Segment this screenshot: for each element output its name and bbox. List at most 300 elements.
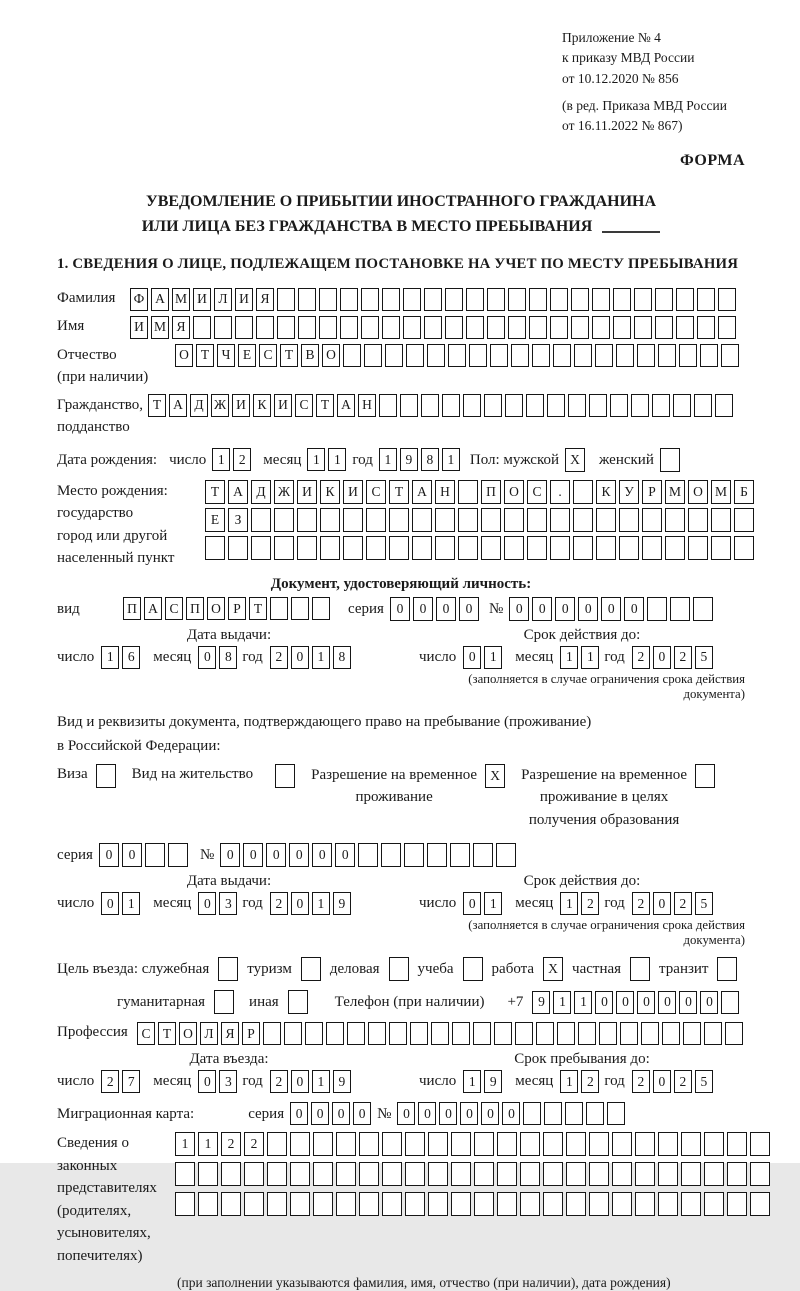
form-cell[interactable]: Т	[316, 394, 334, 417]
form-cell[interactable]: 2	[632, 646, 650, 669]
form-cell[interactable]	[665, 536, 685, 560]
form-cell[interactable]: 2	[221, 1132, 241, 1156]
form-cell[interactable]	[497, 1192, 517, 1216]
form-cell[interactable]	[658, 1192, 678, 1216]
form-cell[interactable]: З	[228, 508, 248, 532]
visa-checkbox[interactable]	[96, 764, 116, 788]
form-cell[interactable]	[267, 1162, 287, 1186]
form-cell[interactable]	[421, 394, 439, 417]
form-cell[interactable]: П	[186, 597, 204, 620]
purpose-study-checkbox[interactable]	[463, 957, 483, 981]
form-cell[interactable]	[298, 288, 316, 311]
form-cell[interactable]	[214, 990, 234, 1014]
form-cell[interactable]: Ч	[217, 344, 235, 367]
form-cell[interactable]	[487, 288, 505, 311]
form-cell[interactable]: О	[175, 344, 193, 367]
form-cell[interactable]	[205, 536, 225, 560]
form-cell[interactable]: О	[322, 344, 340, 367]
form-cell[interactable]: Ж	[274, 480, 294, 504]
form-cell[interactable]	[634, 288, 652, 311]
form-cell[interactable]	[284, 1022, 302, 1045]
form-cell[interactable]	[359, 1192, 379, 1216]
form-cell[interactable]	[694, 394, 712, 417]
form-cell[interactable]	[319, 316, 337, 339]
form-cell[interactable]	[379, 394, 397, 417]
form-cell[interactable]	[267, 1192, 287, 1216]
representatives-row3[interactable]	[175, 1192, 770, 1216]
form-cell[interactable]: П	[481, 480, 501, 504]
form-cell[interactable]	[631, 394, 649, 417]
form-cell[interactable]	[381, 843, 401, 867]
form-cell[interactable]: К	[253, 394, 271, 417]
form-cell[interactable]	[168, 843, 188, 867]
form-cell[interactable]	[298, 316, 316, 339]
form-cell[interactable]: Р	[228, 597, 246, 620]
form-cell[interactable]	[573, 536, 593, 560]
form-cell[interactable]	[424, 316, 442, 339]
form-cell[interactable]	[727, 1132, 747, 1156]
form-cell[interactable]	[596, 536, 616, 560]
form-cell[interactable]	[750, 1192, 770, 1216]
form-cell[interactable]	[343, 344, 361, 367]
citizenship-field[interactable]	[148, 394, 733, 417]
form-cell[interactable]: 1	[122, 892, 140, 915]
form-cell[interactable]	[290, 1132, 310, 1156]
form-cell[interactable]: Т	[205, 480, 225, 504]
form-cell[interactable]: У	[619, 480, 639, 504]
form-cell[interactable]: 1	[212, 448, 230, 471]
form-cell[interactable]: X	[565, 448, 585, 472]
migration-series-field[interactable]	[290, 1102, 371, 1125]
form-cell[interactable]	[313, 1132, 333, 1156]
form-cell[interactable]: С	[295, 394, 313, 417]
form-cell[interactable]	[403, 288, 421, 311]
form-cell[interactable]	[301, 957, 321, 981]
form-cell[interactable]	[688, 508, 708, 532]
form-cell[interactable]	[658, 1162, 678, 1186]
form-cell[interactable]: 5	[695, 1070, 713, 1093]
form-cell[interactable]: 0	[290, 1102, 308, 1125]
migration-number-field[interactable]	[397, 1102, 625, 1125]
form-cell[interactable]	[474, 1192, 494, 1216]
form-cell[interactable]: 1	[553, 991, 571, 1014]
form-cell[interactable]: 0	[397, 1102, 415, 1125]
permit-issue-day[interactable]	[101, 892, 140, 915]
form-cell[interactable]	[277, 288, 295, 311]
form-cell[interactable]	[221, 1192, 241, 1216]
purpose-tourism-checkbox[interactable]	[301, 957, 321, 981]
form-cell[interactable]: 3	[219, 892, 237, 915]
form-cell[interactable]	[718, 288, 736, 311]
form-cell[interactable]: 1	[312, 892, 330, 915]
form-cell[interactable]: Ж	[211, 394, 229, 417]
form-cell[interactable]	[382, 1162, 402, 1186]
form-cell[interactable]	[635, 1162, 655, 1186]
birthplace-row1[interactable]	[205, 480, 754, 504]
form-cell[interactable]	[484, 394, 502, 417]
form-cell[interactable]	[382, 316, 400, 339]
form-cell[interactable]	[410, 1022, 428, 1045]
form-cell[interactable]: 1	[560, 646, 578, 669]
form-cell[interactable]: А	[151, 288, 169, 311]
form-cell[interactable]	[382, 1192, 402, 1216]
form-cell[interactable]	[681, 1162, 701, 1186]
form-cell[interactable]: Н	[435, 480, 455, 504]
form-cell[interactable]	[235, 316, 253, 339]
form-cell[interactable]	[193, 316, 211, 339]
form-cell[interactable]	[481, 508, 501, 532]
form-cell[interactable]: 2	[244, 1132, 264, 1156]
form-cell[interactable]	[573, 480, 593, 504]
form-cell[interactable]	[469, 344, 487, 367]
birthplace-row2[interactable]	[205, 508, 754, 532]
passport-issue-day[interactable]	[101, 646, 140, 669]
form-cell[interactable]	[635, 1132, 655, 1156]
form-cell[interactable]: Т	[249, 597, 267, 620]
form-cell[interactable]	[607, 1102, 625, 1125]
form-cell[interactable]: 0	[122, 843, 142, 867]
form-cell[interactable]	[336, 1132, 356, 1156]
form-cell[interactable]	[343, 508, 363, 532]
form-cell[interactable]: Т	[196, 344, 214, 367]
form-cell[interactable]: 0	[436, 597, 456, 621]
form-cell[interactable]	[347, 1022, 365, 1045]
form-cell[interactable]: Д	[190, 394, 208, 417]
form-cell[interactable]	[145, 843, 165, 867]
form-cell[interactable]	[458, 480, 478, 504]
form-cell[interactable]: 9	[532, 991, 550, 1014]
form-cell[interactable]	[340, 316, 358, 339]
form-cell[interactable]	[400, 394, 418, 417]
form-cell[interactable]	[451, 1162, 471, 1186]
form-cell[interactable]	[683, 1022, 701, 1045]
form-cell[interactable]: 5	[695, 892, 713, 915]
form-cell[interactable]	[673, 394, 691, 417]
form-cell[interactable]	[496, 843, 516, 867]
form-cell[interactable]: 2	[101, 1070, 119, 1093]
form-cell[interactable]	[343, 536, 363, 560]
form-cell[interactable]	[382, 288, 400, 311]
form-cell[interactable]	[452, 1022, 470, 1045]
form-cell[interactable]	[497, 1132, 517, 1156]
temporary-residence-checkbox[interactable]	[485, 764, 505, 788]
form-cell[interactable]	[361, 288, 379, 311]
form-cell[interactable]: И	[232, 394, 250, 417]
form-cell[interactable]	[589, 1162, 609, 1186]
form-cell[interactable]	[520, 1132, 540, 1156]
form-cell[interactable]	[175, 1162, 195, 1186]
form-cell[interactable]: О	[688, 480, 708, 504]
form-cell[interactable]	[404, 843, 424, 867]
form-cell[interactable]: 9	[333, 1070, 351, 1093]
form-cell[interactable]	[695, 764, 715, 788]
form-cell[interactable]	[336, 1192, 356, 1216]
permit-issue-year[interactable]	[270, 892, 351, 915]
form-cell[interactable]	[599, 1022, 617, 1045]
form-cell[interactable]	[313, 1162, 333, 1186]
form-cell[interactable]	[715, 394, 733, 417]
form-cell[interactable]: К	[320, 480, 340, 504]
form-cell[interactable]: 1	[175, 1132, 195, 1156]
form-cell[interactable]	[494, 1022, 512, 1045]
form-cell[interactable]	[244, 1192, 264, 1216]
form-cell[interactable]: 0	[502, 1102, 520, 1125]
form-cell[interactable]	[358, 843, 378, 867]
form-cell[interactable]	[473, 843, 493, 867]
form-cell[interactable]: Ф	[130, 288, 148, 311]
purpose-private-checkbox[interactable]	[630, 957, 650, 981]
form-cell[interactable]: С	[259, 344, 277, 367]
form-cell[interactable]: 8	[219, 646, 237, 669]
form-cell[interactable]: 2	[233, 448, 251, 471]
profession-field[interactable]	[137, 1022, 743, 1045]
form-cell[interactable]	[711, 508, 731, 532]
form-cell[interactable]: О	[179, 1022, 197, 1045]
form-cell[interactable]	[389, 508, 409, 532]
form-cell[interactable]	[543, 1132, 563, 1156]
form-cell[interactable]	[634, 316, 652, 339]
form-cell[interactable]	[405, 1162, 425, 1186]
form-cell[interactable]: 0	[532, 597, 552, 621]
stay-year[interactable]	[632, 1070, 713, 1093]
form-cell[interactable]	[270, 597, 288, 620]
form-cell[interactable]: 8	[421, 448, 439, 471]
form-cell[interactable]	[704, 1192, 724, 1216]
doc-kind-field[interactable]	[123, 597, 330, 620]
form-cell[interactable]	[198, 1162, 218, 1186]
permit-number-field[interactable]	[220, 843, 516, 867]
form-cell[interactable]: 0	[601, 597, 621, 621]
form-cell[interactable]	[641, 1022, 659, 1045]
form-cell[interactable]	[435, 536, 455, 560]
form-cell[interactable]	[267, 1132, 287, 1156]
form-cell[interactable]	[553, 344, 571, 367]
form-cell[interactable]: 1	[574, 991, 592, 1014]
form-cell[interactable]: Р	[242, 1022, 260, 1045]
form-cell[interactable]	[550, 316, 568, 339]
form-cell[interactable]	[573, 508, 593, 532]
form-cell[interactable]: 0	[418, 1102, 436, 1125]
form-cell[interactable]	[574, 344, 592, 367]
form-cell[interactable]	[750, 1132, 770, 1156]
form-cell[interactable]: 0	[509, 597, 529, 621]
stay-month[interactable]	[560, 1070, 599, 1093]
form-cell[interactable]: 1	[581, 646, 599, 669]
form-cell[interactable]	[463, 957, 483, 981]
form-cell[interactable]	[389, 1022, 407, 1045]
form-cell[interactable]: А	[337, 394, 355, 417]
form-cell[interactable]: Т	[158, 1022, 176, 1045]
form-cell[interactable]: А	[169, 394, 187, 417]
permit-issue-month[interactable]	[198, 892, 237, 915]
form-cell[interactable]	[578, 1022, 596, 1045]
form-cell[interactable]	[96, 764, 116, 788]
form-cell[interactable]: 9	[400, 448, 418, 471]
form-cell[interactable]: С	[165, 597, 183, 620]
form-cell[interactable]	[290, 1192, 310, 1216]
form-cell[interactable]	[589, 394, 607, 417]
form-cell[interactable]	[428, 1132, 448, 1156]
form-cell[interactable]	[660, 448, 680, 472]
form-cell[interactable]	[655, 288, 673, 311]
form-cell[interactable]	[412, 536, 432, 560]
form-cell[interactable]: Я	[256, 288, 274, 311]
form-cell[interactable]	[228, 536, 248, 560]
entry-day[interactable]	[101, 1070, 140, 1093]
form-cell[interactable]	[361, 316, 379, 339]
form-cell[interactable]	[547, 394, 565, 417]
doc-number-field[interactable]	[509, 597, 713, 621]
form-cell[interactable]: 1	[560, 1070, 578, 1093]
form-cell[interactable]	[466, 316, 484, 339]
form-cell[interactable]	[658, 344, 676, 367]
form-cell[interactable]: А	[228, 480, 248, 504]
form-cell[interactable]	[251, 508, 271, 532]
purpose-transit-checkbox[interactable]	[717, 957, 737, 981]
form-cell[interactable]	[412, 508, 432, 532]
form-cell[interactable]	[543, 1192, 563, 1216]
form-cell[interactable]	[704, 1022, 722, 1045]
form-cell[interactable]: 0	[616, 991, 634, 1014]
form-cell[interactable]	[704, 1132, 724, 1156]
form-cell[interactable]: Я	[221, 1022, 239, 1045]
form-cell[interactable]: К	[596, 480, 616, 504]
form-cell[interactable]: Д	[251, 480, 271, 504]
form-cell[interactable]	[596, 508, 616, 532]
form-cell[interactable]	[652, 394, 670, 417]
form-cell[interactable]	[613, 288, 631, 311]
form-cell[interactable]: 0	[291, 646, 309, 669]
form-cell[interactable]: 0	[198, 646, 216, 669]
form-cell[interactable]	[750, 1162, 770, 1186]
form-cell[interactable]: 0	[390, 597, 410, 621]
form-cell[interactable]	[589, 1192, 609, 1216]
form-cell[interactable]	[727, 1162, 747, 1186]
representatives-row1[interactable]	[175, 1132, 770, 1156]
form-cell[interactable]: 0	[460, 1102, 478, 1125]
form-cell[interactable]	[473, 1022, 491, 1045]
permit-series-field[interactable]	[99, 843, 188, 867]
form-cell[interactable]: 7	[122, 1070, 140, 1093]
form-cell[interactable]	[389, 536, 409, 560]
form-cell[interactable]	[445, 288, 463, 311]
form-cell[interactable]: И	[274, 394, 292, 417]
form-cell[interactable]	[458, 508, 478, 532]
form-cell[interactable]	[504, 508, 524, 532]
form-cell[interactable]: 2	[581, 892, 599, 915]
form-cell[interactable]	[612, 1162, 632, 1186]
form-cell[interactable]	[515, 1022, 533, 1045]
form-cell[interactable]: X	[485, 764, 505, 788]
form-cell[interactable]: Л	[214, 288, 232, 311]
form-cell[interactable]	[403, 316, 421, 339]
form-cell[interactable]: 0	[637, 991, 655, 1014]
form-cell[interactable]	[320, 536, 340, 560]
form-cell[interactable]	[544, 1102, 562, 1125]
form-cell[interactable]: 9	[333, 892, 351, 915]
form-cell[interactable]: 0	[198, 892, 216, 915]
form-cell[interactable]: 9	[484, 1070, 502, 1093]
form-cell[interactable]: Н	[358, 394, 376, 417]
form-cell[interactable]	[359, 1132, 379, 1156]
form-cell[interactable]	[214, 316, 232, 339]
form-cell[interactable]: А	[144, 597, 162, 620]
form-cell[interactable]	[679, 344, 697, 367]
form-cell[interactable]: Е	[205, 508, 225, 532]
form-cell[interactable]	[529, 316, 547, 339]
passport-issue-month[interactable]	[198, 646, 237, 669]
form-cell[interactable]	[571, 288, 589, 311]
form-cell[interactable]	[717, 957, 737, 981]
form-cell[interactable]: 0	[463, 646, 481, 669]
form-cell[interactable]	[613, 316, 631, 339]
form-cell[interactable]	[431, 1022, 449, 1045]
form-cell[interactable]: М	[151, 316, 169, 339]
form-cell[interactable]	[487, 316, 505, 339]
form-cell[interactable]	[681, 1192, 701, 1216]
form-cell[interactable]	[274, 536, 294, 560]
form-cell[interactable]	[520, 1192, 540, 1216]
form-cell[interactable]	[550, 508, 570, 532]
form-cell[interactable]	[700, 344, 718, 367]
form-cell[interactable]: 0	[595, 991, 613, 1014]
form-cell[interactable]	[435, 508, 455, 532]
form-cell[interactable]	[297, 536, 317, 560]
form-cell[interactable]	[711, 536, 731, 560]
form-cell[interactable]: 0	[266, 843, 286, 867]
form-cell[interactable]	[592, 316, 610, 339]
permit-valid-year[interactable]	[632, 892, 713, 915]
form-cell[interactable]: 0	[413, 597, 433, 621]
form-cell[interactable]: 0	[624, 597, 644, 621]
form-cell[interactable]: 5	[695, 646, 713, 669]
form-cell[interactable]: 6	[122, 646, 140, 669]
form-cell[interactable]: 0	[555, 597, 575, 621]
form-cell[interactable]: 1	[101, 646, 119, 669]
form-cell[interactable]	[251, 536, 271, 560]
form-cell[interactable]	[405, 1132, 425, 1156]
permit-valid-day[interactable]	[463, 892, 502, 915]
form-cell[interactable]	[428, 1192, 448, 1216]
form-cell[interactable]: 0	[463, 892, 481, 915]
form-cell[interactable]: Т	[148, 394, 166, 417]
form-cell[interactable]: И	[343, 480, 363, 504]
form-cell[interactable]	[543, 1162, 563, 1186]
form-cell[interactable]: И	[193, 288, 211, 311]
form-cell[interactable]	[612, 1192, 632, 1216]
form-cell[interactable]	[263, 1022, 281, 1045]
form-cell[interactable]	[218, 957, 238, 981]
form-cell[interactable]	[291, 597, 309, 620]
form-cell[interactable]: 2	[632, 1070, 650, 1093]
form-cell[interactable]	[681, 1132, 701, 1156]
form-cell[interactable]	[595, 344, 613, 367]
form-cell[interactable]	[319, 288, 337, 311]
form-cell[interactable]: 1	[379, 448, 397, 471]
birth-year-field[interactable]	[379, 448, 460, 471]
form-cell[interactable]: 0	[679, 991, 697, 1014]
given-name-field[interactable]	[130, 316, 736, 339]
form-cell[interactable]: М	[711, 480, 731, 504]
form-cell[interactable]	[527, 508, 547, 532]
purpose-official-checkbox[interactable]	[218, 957, 238, 981]
form-cell[interactable]	[655, 316, 673, 339]
phone-field[interactable]	[532, 991, 739, 1014]
form-cell[interactable]	[571, 316, 589, 339]
purpose-humanitarian-checkbox[interactable]	[214, 990, 234, 1014]
form-cell[interactable]	[727, 1192, 747, 1216]
form-cell[interactable]	[620, 1022, 638, 1045]
